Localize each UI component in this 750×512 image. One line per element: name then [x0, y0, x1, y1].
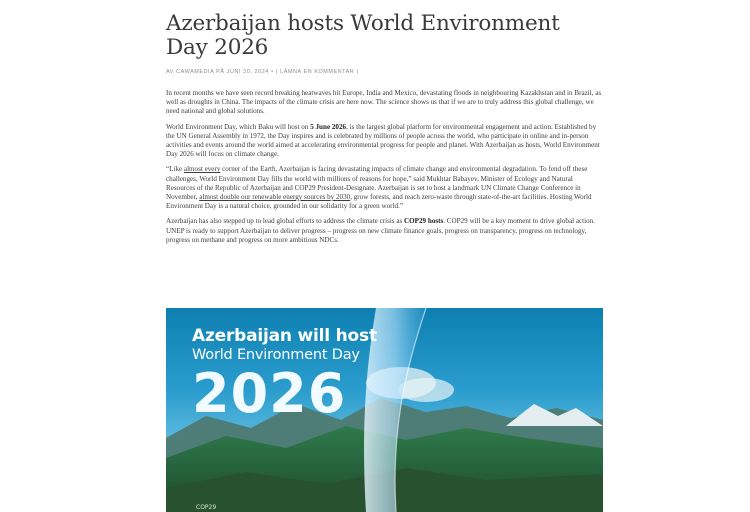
hero-line-1: Azerbaijan will host — [192, 326, 377, 346]
snowy-peak — [506, 404, 603, 426]
paragraph-2 — [166, 123, 603, 160]
paragraph-3-text-c: , grow forests, and reach zero-waste through state-of-the-art facilities. Hosting World Environment Day is a natural choice, grounded in our solidarity for a green world.” — [166, 193, 592, 211]
paragraph-2-text-b: , is the largest global platform for environmental engagement and action. Established by the UN General Assembly in 1972, the Day inspires and is celebrated by millions of people across the world, who participate in online and in-person activities and events around the world aimed at accelerating environmental progress for people and planet. With Azerbaijan as hosts, World Environment Day 2026 will focus on climate change. — [166, 122, 600, 159]
paragraph-3-text-b: corner of the Earth, Azerbaijan is facing devastating impacts of climate change and environmental degradation. To fend off these challenges, World Environment Day fills the world with millions of reasons for hope,” said Mukhtar Babayev, Minister of Ecology and Natural Resources of the Republic of Azerbaijan and COP29 President-Designate. Azerbaijan is set to host a landmark UN Climate Change Conference in November, — [166, 165, 588, 202]
hero-line-2: World Environment Day — [192, 347, 360, 363]
paragraph-4 — [166, 217, 603, 245]
paragraph-3-text-a: “Like — [166, 165, 184, 174]
article-body — [166, 89, 603, 245]
paragraph-1: In recent months we have seen record breaking heatwaves hit Europe, India and Mexico, devastating floods in neighbouring Kazakhstan and in Brazil, as well as droughts in China. The impacts of the climate crisis are here now. The science shows us that if we are to truly address this global challenge, we need national and global solutions. — [166, 89, 602, 116]
meta-author-link[interactable]: CAWAMEDIA — [176, 69, 215, 75]
paragraph-4-text-a: Azerbaijan has also stepped up to lead global efforts to address the climate crisis as — [166, 217, 405, 226]
article-title: Azerbaijan hosts World Environment Day 2026 — [166, 11, 560, 60]
article-meta — [166, 69, 603, 75]
meta-comment-link[interactable]: ( LÄMNA EN KOMMENTAR ) — [275, 69, 359, 75]
hero-image — [166, 308, 603, 512]
paragraph-3 — [166, 165, 603, 211]
paragraph-2-date: 5 June 2026 — [310, 122, 347, 131]
cop29-logo: COP29 — [196, 504, 217, 511]
meta-on: PÅ — [216, 69, 225, 75]
hero-year: 2026 — [192, 362, 347, 425]
meta-date-link[interactable]: JUNI 30, 2024 — [226, 69, 269, 75]
paragraph-4-text-b: . COP29 will be a key moment to drive global action. UNEP is ready to support Azerbaijan to deliver progress – progress on new climate finance goals, progress on transparency, progress on technology, progress on methane and progress on more ambitious NDCs. — [166, 217, 595, 244]
meta-by: AV — [166, 69, 174, 75]
renewable-energy-link[interactable]: almost double our renewable energy sources by 2030 — [199, 193, 351, 202]
almost-every-link[interactable]: almost every — [183, 165, 221, 174]
paragraph-2-text-a: World Environment Day, which Baku will host on — [166, 122, 311, 131]
meta-separator: • — [271, 69, 274, 75]
cloud-shape — [398, 378, 454, 402]
paragraph-4-cop29: COP29 hosts — [404, 217, 444, 226]
article — [166, 0, 603, 251]
